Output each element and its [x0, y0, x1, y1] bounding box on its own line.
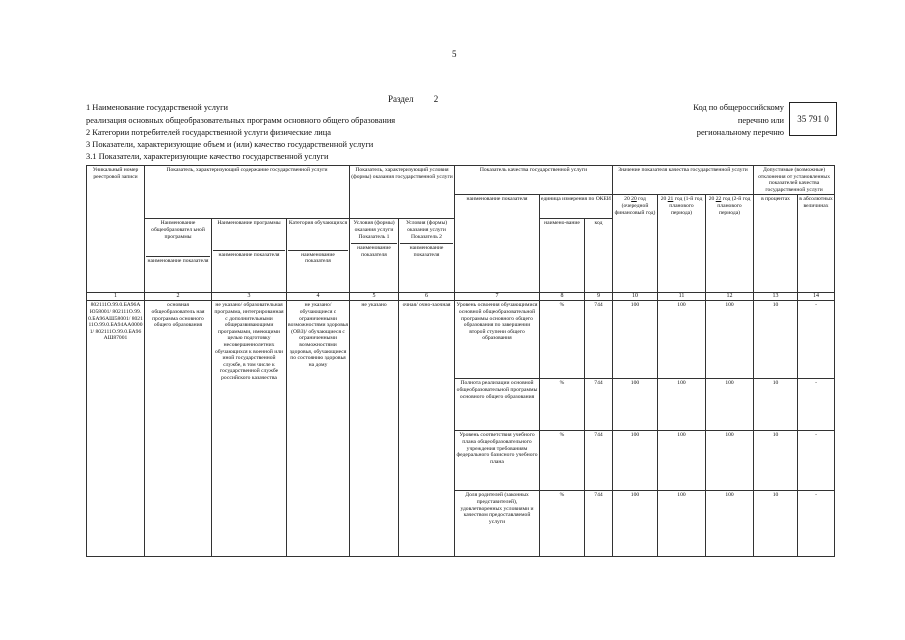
- header-programs: [212, 219, 287, 293]
- year-3-prefix: 20: [708, 196, 715, 203]
- registry-code: 35 791 0: [797, 114, 829, 124]
- indicator-value-1: 100: [613, 491, 658, 557]
- condition-2-sublabel: наименование показателя: [400, 243, 453, 258]
- header-unit-code: код: [585, 219, 613, 293]
- column-number: 2: [145, 293, 212, 301]
- condition-1-sublabel: наименование показателя: [351, 243, 397, 258]
- indicator-deviation-percent: 10: [754, 301, 798, 379]
- indicator-unit: %: [540, 491, 585, 557]
- indicator-value-2: 100: [658, 431, 706, 491]
- indicator-name: Полнота реализации основной общеобразовательной программы основного общего образования: [455, 379, 540, 431]
- header-percent: в процентах: [754, 195, 798, 293]
- service-name-value: реализация основных общеобразовательных программ основного общего образования: [86, 116, 396, 125]
- header-conditions: Показатель, характеризующий условия (формы) оказания государственной услуги: [350, 166, 455, 195]
- header-year-1: [613, 195, 658, 293]
- quality-indicators-table: [86, 165, 835, 557]
- service-name-label: 1 Наименование государственой услуги: [86, 103, 229, 112]
- section-heading: [388, 94, 438, 104]
- column-number: 9: [585, 293, 613, 301]
- indicator-deviation-absolute: -: [798, 431, 835, 491]
- indicators-heading: 3 Показатели, характеризующие объем и (или) качество государственной услуги: [86, 140, 374, 149]
- programs-sublabel: наименование показателя: [213, 250, 285, 259]
- year-2-prefix: 20: [660, 196, 667, 203]
- year-1-label: год (очередной финансовый год): [614, 196, 656, 216]
- condition-2-value: очная/ очно-заочная: [399, 301, 455, 557]
- indicator-deviation-absolute: -: [798, 301, 835, 379]
- column-number: 12: [706, 293, 754, 301]
- indicator-value-2: 100: [658, 491, 706, 557]
- student-category: не указано/ обучающиеся с ограниченными возможностями здоровья (ОВЗ)/ обучающиеся с ограниченными возможностями здоровья, обучающиеся по состоянию здоровья на дому: [287, 301, 350, 557]
- consumer-category: 2 Категории потребителей государственной услуги физические лица: [86, 128, 331, 137]
- indicator-deviation-absolute: -: [798, 491, 835, 557]
- registry-number: 802111О.99.0.БА96АЮ58001/ 802111О.99.0.БА96АШ58001/ 802111О.99.0.БА94АА00001/ 802111О.99.0.БА96АШ87001: [87, 301, 145, 557]
- column-number: 5: [350, 293, 399, 301]
- indicator-name: Уровень освоения обучающимися основной общеобразовательной программы основного общего образования по завершении второй ступени общего образования: [455, 301, 540, 379]
- column-number: 3: [212, 293, 287, 301]
- year-3-number: 22: [715, 196, 722, 203]
- indicator-code: 744: [585, 379, 613, 431]
- indicator-value-1: 100: [613, 301, 658, 379]
- indicator-code: 744: [585, 301, 613, 379]
- column-number: 13: [754, 293, 798, 301]
- header-absolute: в абсолютных величинах: [798, 195, 835, 293]
- column-numbers-row: [87, 293, 835, 301]
- header-content: Показатель, характеризующий содержание государственной услуги: [145, 166, 350, 195]
- header-unit-name: наимено-вание: [540, 219, 585, 293]
- column-number: 7: [455, 293, 540, 301]
- indicator-deviation-absolute: -: [798, 379, 835, 431]
- column-number: 4: [287, 293, 350, 301]
- indicator-value-2: 100: [658, 379, 706, 431]
- condition-1-value: не указано: [350, 301, 399, 557]
- indicator-unit: %: [540, 379, 585, 431]
- category-sublabel: наименование показателя: [288, 250, 348, 265]
- column-number: 11: [658, 293, 706, 301]
- indicator-value-3: 100: [706, 379, 754, 431]
- column-number: 1: [87, 293, 145, 301]
- header-condition-2: [399, 219, 455, 293]
- indicator-value-2: 100: [658, 301, 706, 379]
- indicator-deviation-percent: 10: [754, 491, 798, 557]
- header-conditions-spacer: [350, 195, 455, 219]
- year-2-label: год (1-й год планового периода): [669, 196, 703, 216]
- code-label-1: Код по общероссийскому: [693, 103, 784, 112]
- column-number: 8: [540, 293, 585, 301]
- indicator-code: 744: [585, 431, 613, 491]
- indicator-value-1: 100: [613, 431, 658, 491]
- category-label: Категория обучающихся: [288, 220, 348, 227]
- program-kind: не указано/ образовательная программа, интегрированная с дополнительными общеразвивающими программами, имеющими целью подготовку несовершеннолетних обучающихся к военной или иной государственной службе, в том числе к государственной службе российского казачества: [212, 301, 287, 557]
- indicator-deviation-percent: 10: [754, 431, 798, 491]
- header-unit: единица измерения по ОКЕИ: [540, 195, 613, 219]
- table-row: [87, 301, 835, 379]
- code-label-2: перечню или: [737, 116, 784, 125]
- header-year-2: [658, 195, 706, 293]
- header-year-3: [706, 195, 754, 293]
- program-name-label: Наименование общеобразовател ьной программы: [151, 220, 205, 240]
- indicator-value-3: 100: [706, 301, 754, 379]
- program-name-sublabel: наименование показателя: [147, 258, 209, 265]
- header-program-name: [145, 219, 212, 293]
- header-unique-number: Уникальный номер реестровой записи: [87, 166, 145, 293]
- column-number: 10: [613, 293, 658, 301]
- header-condition-1: [350, 219, 399, 293]
- section-label: Раздел: [388, 94, 414, 104]
- program-name: основная общеобразователь ная программа основного общего образования: [145, 301, 212, 557]
- header-content-spacer: [145, 195, 350, 219]
- registry-code-box: [789, 102, 837, 136]
- programs-label: Наименование программы: [217, 220, 281, 227]
- indicator-name: Доля родителей (законных представителей), удовлетворенных условиями и качеством предоставляемой услуги: [455, 491, 540, 557]
- year-2-number: 21: [667, 196, 674, 203]
- year-1-prefix: 20: [624, 196, 630, 203]
- header-deviation: Допустимые (возможные) отклонения от установленных показателей качества государственной услуги: [754, 166, 835, 195]
- indicator-value-1: 100: [613, 379, 658, 431]
- header-value: Значение показателя качества государственной услуги: [613, 166, 754, 195]
- indicator-name: Уровень соответствия учебного плана общеобразовательного учреждения требованиям федерального базисного учебного плана: [455, 431, 540, 491]
- header-category: [287, 219, 350, 293]
- column-number: 6: [399, 293, 455, 301]
- indicator-unit: %: [540, 301, 585, 379]
- indicator-value-3: 100: [706, 491, 754, 557]
- header-indicator-name: наименование показателя: [455, 195, 540, 293]
- page-number: 5: [452, 49, 457, 59]
- quality-indicators-heading: 3.1 Показатели, характеризующие качество государственной услуги: [86, 152, 329, 161]
- header-quality: Показатель качества государственной услуги: [455, 166, 613, 195]
- year-3-label: год (2-й год планового периода): [717, 196, 751, 216]
- section-number: 2: [433, 94, 439, 104]
- indicator-value-3: 100: [706, 431, 754, 491]
- condition-2-label: Условия (формы) оказания услуги Показатель 2: [405, 220, 448, 240]
- code-label-3: региональному перечню: [696, 128, 784, 137]
- indicator-unit: %: [540, 431, 585, 491]
- column-number: 14: [798, 293, 835, 301]
- indicator-deviation-percent: 10: [754, 379, 798, 431]
- indicator-code: 744: [585, 491, 613, 557]
- year-1-number: 20: [631, 196, 637, 203]
- condition-1-label: Условия (формы) оказания услуги Показатель 1: [353, 220, 395, 240]
